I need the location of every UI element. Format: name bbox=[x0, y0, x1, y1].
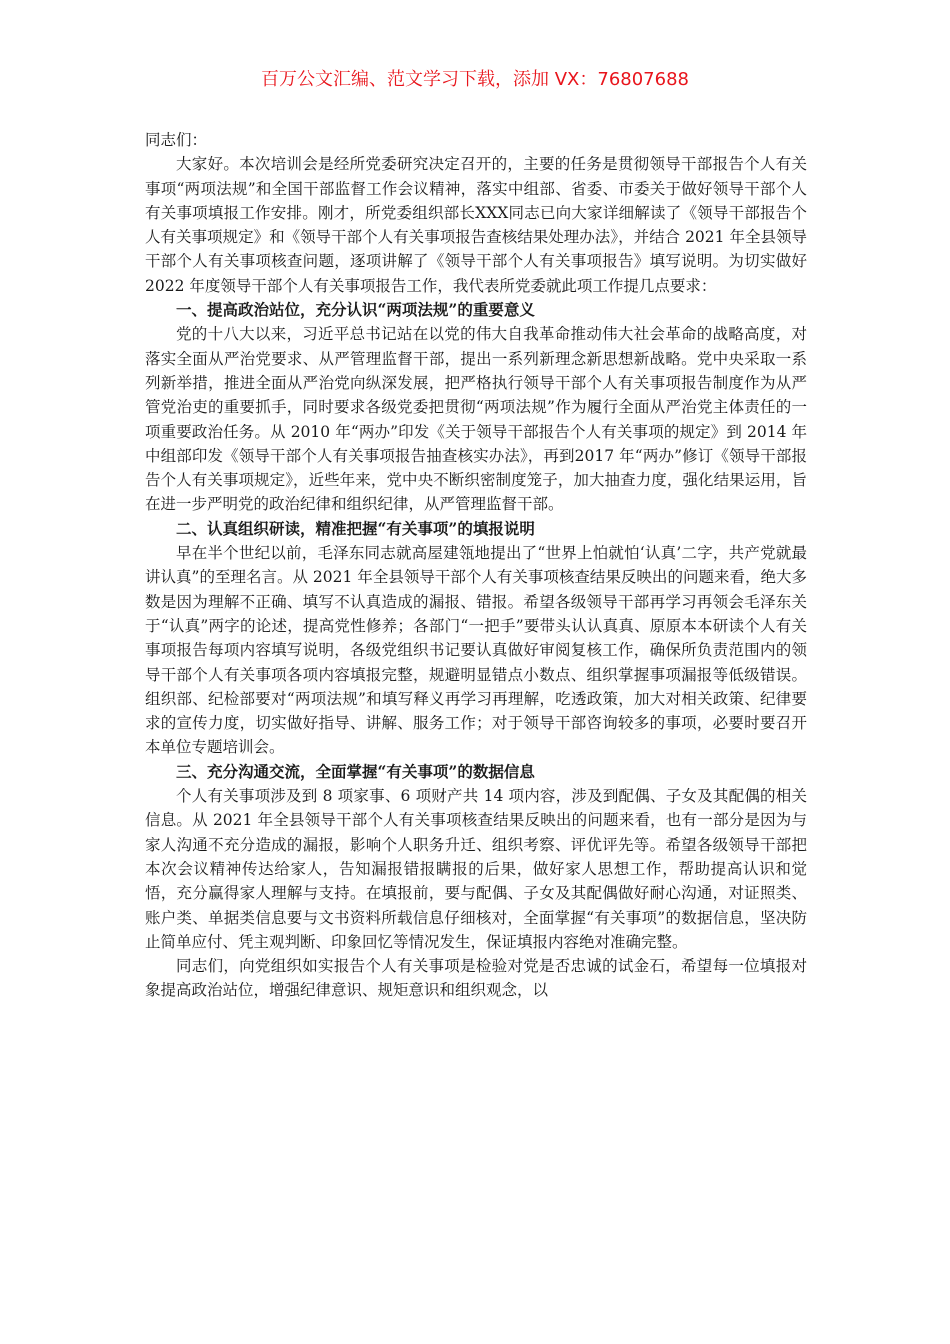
salutation: 同志们： bbox=[145, 131, 208, 149]
section-heading: 一、提高政治站位，充分认识“两项法规”的重要意义 bbox=[176, 300, 535, 320]
section-heading: 三、充分沟通交流，全面掌握“有关事项”的数据信息 bbox=[176, 761, 535, 781]
document-body bbox=[145, 128, 807, 1003]
intro-paragraph: 大家好。本次培训会是经所党委研究决定召开的，主要的任务是贯彻领导干部报告个人有关事项“两项法规”和全国干部监督工作会议精神，落实中组部、省委、市委关于做好领导干部个人有关事项填报工作安排。刚才，所党委组织部长XXX同志已向大家详细解读了《领导干部报告个人有关事项规定》和《领导干部个人有关事项报告查核结果处理办法》，并结合 2021 年全县领导干部个人有关事项核查问题，逐项讲解了《领导干部个人有关事项报告》填写说明。为切实做好 2022 年度领导干部个人有关事项报告工作，我代表所党委就此项工作提几点要求： bbox=[145, 155, 807, 295]
promo-banner: 百万公文汇编、范文学习下载，添加 VX：76807688 bbox=[261, 69, 689, 90]
section-heading: 二、认真组织研读，精准把握“有关事项”的填报说明 bbox=[176, 518, 535, 538]
section-paragraph: 早在半个世纪以前，毛泽东同志就高屋建瓴地提出了“世界上怕就怕‘认真’二字，共产党就最讲认真”的至理名言。从 2021 年全县领导干部个人有关事项核查结果反映出的问题来看，绝大多数是因为理解不正确、填写不认真造成的漏报、错报。希望各级领导干部再学习再领会毛泽东关于“认真”两字的论述，提高党性修养；各部门“一把手”要带头认认真真、原原本本研读个人有关事项报告每项内容填写说明，各级党组织书记要认真做好审阅复核工作，确保所负责范围内的领导干部个人有关事项各项内容填报完整，规避明显错点小数点、组织掌握事项漏报等低级错误。组织部、纪检部要对“两项法规”和填写释义再学习再理解，吃透政策，加大对相关政策、纪律要求的宣传力度，切实做好指导、讲解、服务工作；对于领导干部咨询较多的事项，必要时要召开本单位专题培训会。 bbox=[145, 544, 807, 757]
section-paragraph: 党的十八大以来，习近平总书记站在以党的伟大自我革命推动伟大社会革命的战略高度，对落实全面从严治党要求、从严管理监督干部，提出一系列新理念新思想新战略。党中央采取一系列新举措，推进全面从严治党向纵深发展，把严格执行领导干部个人有关事项报告制度作为从严管党治吏的重要抓手，同时要求各级党委把贯彻“两项法规”作为履行全面从严治党主体责任的一项重要政治任务。从 2010 年“两办”印发《关于领导干部报告个人有关事项的规定》到 2014 年中组部印发《领导干部个人有关事项报告抽查核实办法》，再到2017 年“两办”修订《领导干部报告个人有关事项规定》，近些年来，党中央不断织密制度笼子，加大抽查力度，强化结果运用，旨在进一步严明党的政治纪律和组织纪律，从严管理监督干部。 bbox=[145, 325, 807, 514]
section-paragraph: 个人有关事项涉及到 8 项家事、6 项财产共 14 项内容，涉及到配偶、子女及其配偶的相关信息。从 2021 年全县领导干部个人有关事项核查结果反映出的问题来看，也有一部分是因为与家人沟通不充分造成的漏报，影响个人职务升迁、组织考察、评优评先等。希望各级领导干部把本次会议精神传达给家人，告知漏报错报瞒报的后果，做好家人思想工作，帮助提高认识和觉悟，充分赢得家人理解与支持。在填报前，要与配偶、子女及其配偶做好耐心沟通，对证照类、账户类、单据类信息要与文书资料所载信息仔细核对，全面掌握“有关事项”的数据信息，坚决防止简单应付、凭主观判断、印象回忆等情况发生，保证填报内容绝对准确完整。 bbox=[145, 787, 807, 951]
closing-paragraph: 同志们，向党组织如实报告个人有关事项是检验对党是否忠诚的试金石，希望每一位填报对象提高政治站位，增强纪律意识、规矩意识和组织观念，以 bbox=[145, 957, 807, 1000]
